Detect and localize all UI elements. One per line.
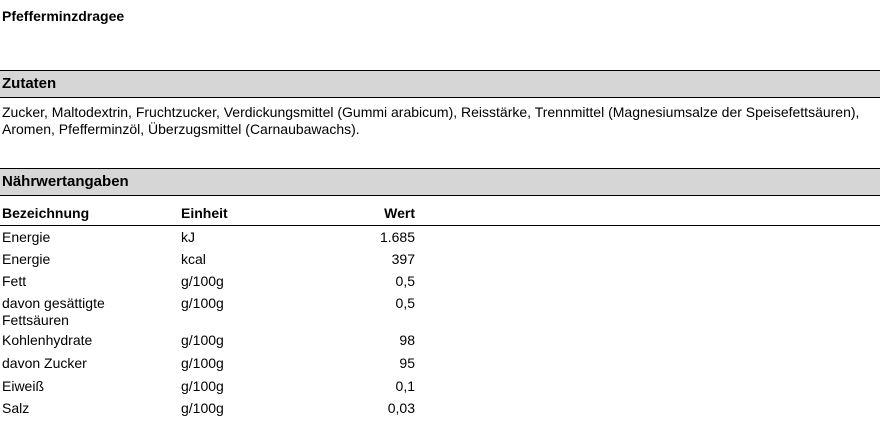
row-name: Kohlenhydrate bbox=[2, 332, 93, 348]
ingredients-header bbox=[0, 70, 880, 98]
row-unit: g/100g bbox=[181, 355, 224, 371]
row-value: 0,1 bbox=[395, 378, 415, 394]
row-value: 95 bbox=[399, 355, 415, 371]
row-value: 0,5 bbox=[395, 295, 415, 311]
row-value: 1.685 bbox=[379, 229, 415, 245]
column-header-value: Wert bbox=[384, 205, 415, 221]
nutrition-table-header-row bbox=[0, 202, 880, 226]
table-row bbox=[0, 400, 880, 422]
table-row bbox=[0, 229, 880, 251]
row-name: Energie bbox=[2, 251, 51, 267]
row-name: Energie bbox=[2, 229, 51, 245]
row-value: 0,03 bbox=[387, 400, 415, 416]
row-name: davon gesättigte Fettsäuren bbox=[2, 295, 105, 328]
ingredients-heading: Zutaten bbox=[2, 75, 57, 92]
row-name: davon Zucker bbox=[2, 355, 87, 371]
row-unit: g/100g bbox=[181, 400, 224, 416]
table-row bbox=[0, 295, 880, 332]
nutrition-heading: Nährwertangaben bbox=[2, 173, 129, 190]
row-value: 0,5 bbox=[395, 273, 415, 289]
column-header-name: Bezeichnung bbox=[2, 205, 90, 221]
nutrition-header bbox=[0, 168, 880, 196]
row-value: 98 bbox=[399, 332, 415, 348]
nutrition-table bbox=[0, 202, 880, 422]
table-row bbox=[0, 332, 880, 355]
product-title: Pfefferminzdragee bbox=[2, 8, 125, 24]
table-row bbox=[0, 273, 880, 295]
table-row bbox=[0, 378, 880, 400]
row-name: Fett bbox=[2, 273, 27, 289]
column-header-unit: Einheit bbox=[181, 205, 228, 221]
table-row bbox=[0, 251, 880, 273]
row-name: Salz bbox=[2, 400, 30, 416]
table-row bbox=[0, 355, 880, 378]
row-unit: g/100g bbox=[181, 332, 224, 348]
row-unit: kJ bbox=[181, 229, 195, 245]
row-unit: g/100g bbox=[181, 273, 224, 289]
row-unit: kcal bbox=[181, 251, 206, 267]
row-unit: g/100g bbox=[181, 378, 224, 394]
row-name: Eiweiß bbox=[2, 378, 45, 394]
ingredients-text: Zucker, Maltodextrin, Fruchtzucker, Verdickungsmittel (Gummi arabicum), Reisstärke, Trennmittel (Magnesiumsalze der Speisefettsäuren), Aromen, Pfefferminzöl, Überzugsmittel (Carnaubawachs). bbox=[2, 104, 860, 137]
row-unit: g/100g bbox=[181, 295, 224, 311]
row-value: 397 bbox=[391, 251, 415, 267]
